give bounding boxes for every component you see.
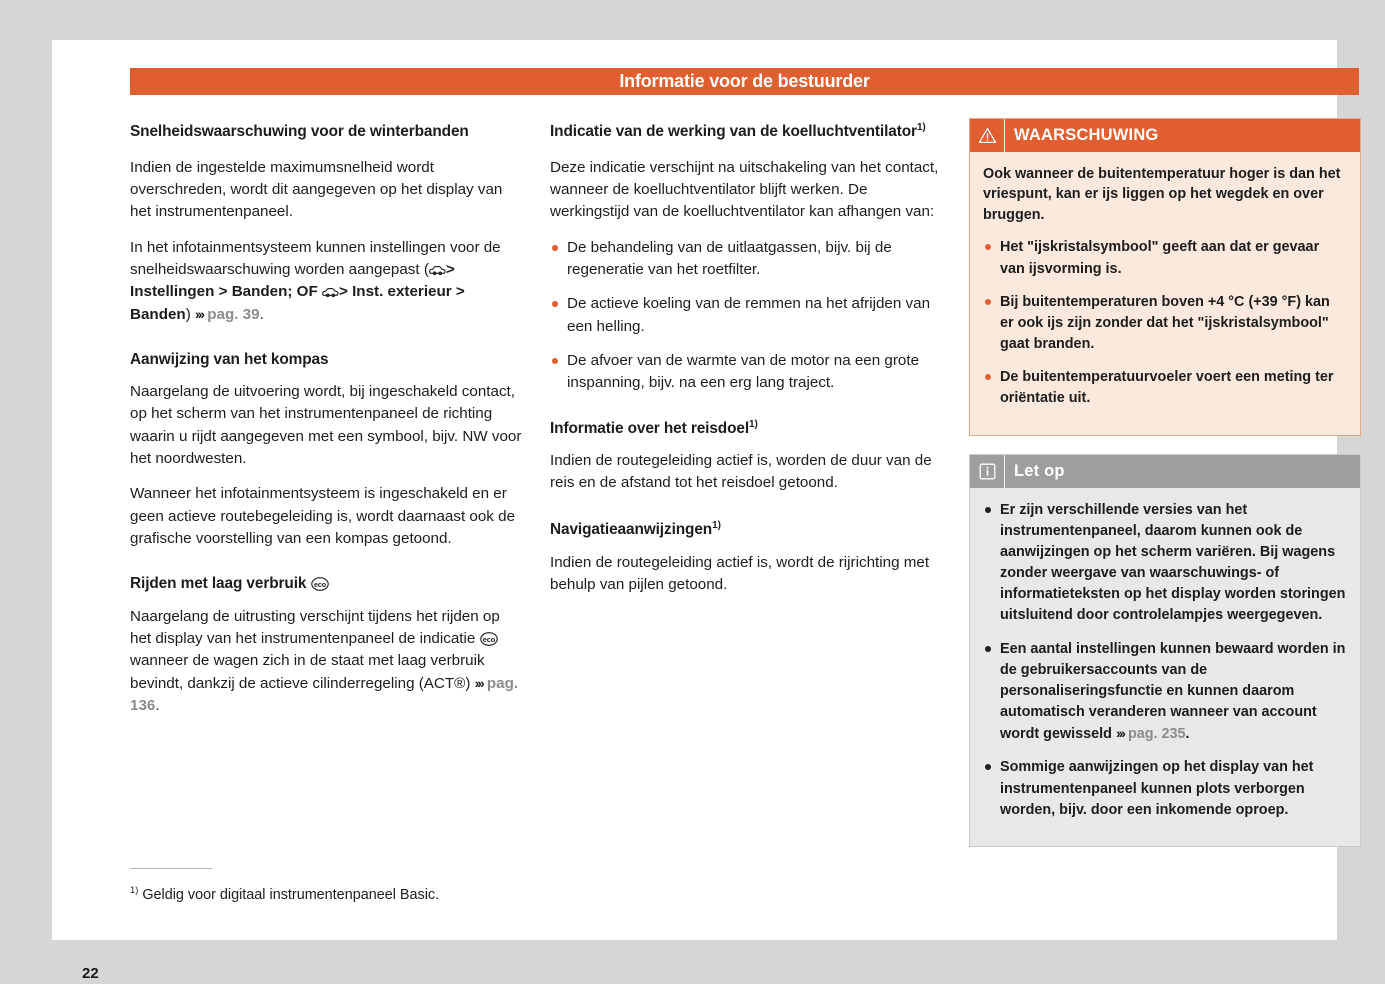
- eco-icon: [480, 632, 498, 646]
- section-title: [550, 417, 942, 440]
- warning-box-body: [970, 152, 1360, 435]
- paragraph: Naargelang de uitvoering wordt, bij ingeschakeld contact, op het scherm van het instrumentenpaneel de richting waarin u rijdt aangegeven met een symbool, bijv. NW voor het noordwesten.: [130, 383, 522, 468]
- note-box-header: [970, 455, 1360, 488]
- paragraph: Ook wanneer de buitentemperatuur hoger is dan het vriespunt, kan er ijs liggen op het wegdek en over bruggen.: [983, 166, 1341, 223]
- cross-reference-link[interactable]: pag. 39: [207, 305, 260, 323]
- section-title: Snelheidswaarschuwing voor de winterbanden: [130, 123, 469, 140]
- section-title: [550, 518, 942, 541]
- list-item: [983, 639, 1347, 746]
- list-item: Sommige aanwijzingen op het display van het instrumentenpaneel kunnen plots verborgen worden, bijv. door een inkomende oproep.: [983, 757, 1347, 821]
- document-page: [52, 40, 1346, 982]
- footnote-marker: 1): [916, 121, 926, 133]
- list-item: De afvoer van de warmte van de motor na een grote inspanning, bijv. na een erg lang traject.: [550, 350, 942, 395]
- list-item: Bij buitentemperaturen boven +4 °C (+39 °F) kan er ook ijs zijn zonder dat het "ijskristalsymbool" gaat branden.: [983, 292, 1347, 356]
- warning-triangle-icon: [970, 127, 1004, 144]
- text-column-2: [550, 118, 942, 596]
- eco-icon: [311, 577, 329, 591]
- cross-reference-link[interactable]: pag. 235: [1127, 726, 1186, 743]
- warning-box: [969, 118, 1361, 436]
- list-item: Het "ijskristalsymbool" geeft aan dat er gevaar van ijsvorming is.: [983, 237, 1347, 279]
- paragraph-text: In het infotainmentsysteem kunnen instellingen voor de snelheidswaarschuwing worden aangepast (: [130, 238, 501, 278]
- text-column-1: [130, 118, 522, 717]
- cross-reference-chevrons-icon: ›››: [474, 674, 483, 691]
- car-icon: [429, 264, 446, 277]
- warning-box-label: WAARSCHUWING: [1014, 126, 1159, 145]
- footnote-divider: [130, 868, 212, 869]
- section-snelheidswaarschuwing: [130, 118, 522, 326]
- paragraph-bold: ; OF: [287, 283, 322, 301]
- list-item-text: Een aantal instellingen kunnen bewaard worden in de gebruikersaccounts van de personaliseringsfunctie en kunnen daarom automatisch veranderen wanneer van account wordt gewisseld: [1000, 640, 1346, 743]
- paragraph-text: .: [155, 696, 160, 714]
- section-title: [550, 118, 942, 147]
- text-column-3: [969, 118, 1361, 865]
- paragraph: [130, 606, 522, 718]
- list-item: De behandeling van de uitlaatgassen, bijv. bij de regeneratie van het roetfilter.: [550, 237, 942, 282]
- footnote: [130, 885, 439, 905]
- paragraph-text: ): [185, 305, 191, 323]
- section-navigatieaanwijzingen: [550, 518, 942, 596]
- paragraph-bold: > Inst. exterieur > Banden: [130, 283, 465, 323]
- section-title-text: Rijden met laag verbruik: [130, 575, 307, 593]
- page-header-title: Informatie voor de bestuurder: [619, 71, 870, 91]
- paragraph-text: Naargelang de uitrusting verschijnt tijdens het rijden op het display van het instrumentenpaneel de indicatie: [130, 607, 500, 647]
- info-icon: [970, 463, 1004, 480]
- paragraph: Deze indicatie verschijnt na uitschakeling van het contact, wanneer de koelluchtventilator blijft werken. De werkingstijd van de koelluchtventilator kan afhangen van:: [550, 158, 939, 221]
- note-box-body: [970, 488, 1360, 846]
- section-title: [130, 572, 522, 595]
- list-item: De buitentemperatuurvoeler voert een meting ter oriëntatie uit.: [983, 367, 1347, 409]
- section-koelluchtventilator: [550, 118, 942, 395]
- paragraph: Indien de ingestelde maximumsnelheid wordt overschreden, wordt dit aangegeven op het display van het instrumentenpaneel.: [130, 158, 503, 221]
- section-reisdoel: [550, 417, 942, 495]
- cross-reference-chevrons-icon: ›››: [1115, 725, 1124, 742]
- note-box-label: Let op: [1014, 461, 1065, 480]
- paragraph: Wanneer het infotainmentsysteem is ingeschakeld en er geen actieve routebegeleiding is, wordt daarnaast ook de grafische voorstelling van een kompas getoond.: [130, 485, 516, 548]
- paragraph: [130, 237, 522, 326]
- svg-text:eco: eco: [482, 635, 495, 645]
- bullet-list: [550, 237, 942, 395]
- paragraph-bold: > Instellingen > Banden: [130, 260, 455, 301]
- cross-reference-chevrons-icon: ›››: [195, 305, 203, 322]
- section-title-text: Informatie over het reisdoel: [550, 419, 750, 437]
- note-box: [969, 454, 1361, 847]
- bullet-list: [983, 500, 1347, 821]
- paragraph: Indien de routegeleiding actief is, worden de duur van de reis en de afstand tot het reisdoel getoond.: [550, 451, 932, 492]
- list-item: Er zijn verschillende versies van het instrumentenpaneel, daarom kunnen ook de aanwijzingen op het scherm variëren. Bij wagens zonder weergave van waarschuwings- of informatieteksten op het display worden storingen uitsluitend door controlelampjes weergegeven.: [983, 500, 1347, 627]
- cross-reference-link[interactable]: pag. 136: [130, 674, 519, 714]
- section-title: Aanwijzing van het kompas: [130, 350, 329, 368]
- footnote-marker: 1): [749, 418, 758, 430]
- car-icon: [322, 286, 339, 299]
- footnote-marker: 1): [712, 520, 721, 532]
- footnote-marker: 1): [130, 885, 139, 896]
- bullet-list: [983, 237, 1347, 409]
- warning-box-header: [970, 119, 1360, 152]
- svg-text:eco: eco: [313, 580, 326, 590]
- section-kompas: [130, 348, 522, 551]
- paragraph-text: wanneer de wagen zich in de staat met laag verbruik bevindt, dankzij de actieve cilinderregeling (ACT®): [130, 652, 485, 692]
- paragraph-text: .: [259, 305, 264, 323]
- footnote-text: Geldig voor digitaal instrumentenpaneel Basic.: [142, 887, 440, 903]
- page-number: 22: [82, 965, 99, 982]
- page-header-bar: [130, 68, 1359, 95]
- section-title-text: Navigatieaanwijzingen: [550, 521, 713, 539]
- list-item: De actieve koeling van de remmen na het afrijden van een helling.: [550, 293, 942, 338]
- list-item-text: .: [1185, 726, 1190, 743]
- section-laag-verbruik: [130, 572, 522, 717]
- paragraph: Indien de routegeleiding actief is, wordt de rijrichting met behulp van pijlen getoond.: [550, 553, 930, 593]
- section-title-text: Indicatie van de werking van de koelluchtventilator: [550, 123, 917, 140]
